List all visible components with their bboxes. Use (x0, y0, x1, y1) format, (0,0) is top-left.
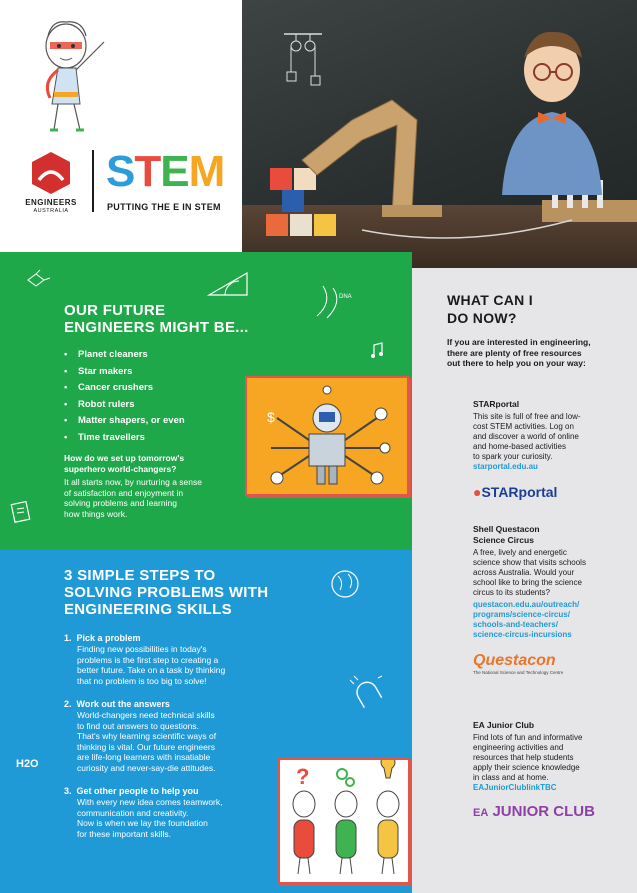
starportal-logo-text: STARportal (481, 483, 558, 500)
robot-drawing (247, 378, 407, 494)
resource-body-line: resources that help students (473, 752, 574, 762)
stick-figures-drawing (280, 760, 408, 882)
intro-line: there are plenty of free resources (447, 347, 582, 358)
resource-body-line: apply their science knowledge (473, 762, 580, 772)
satellite-doodle-icon (26, 268, 52, 290)
link-line[interactable]: questacon.edu.au/outreach/ (473, 600, 580, 609)
globe-doodle-icon (328, 568, 362, 600)
step-number: 3. (64, 786, 72, 796)
resource-body-line: and home-based activities (473, 441, 566, 451)
step-title: Pick a problem (76, 633, 141, 643)
svg-text:$: $ (267, 409, 275, 425)
future-engineers-section (0, 252, 412, 550)
protractor-doodle-icon (205, 267, 251, 299)
resource-body-line: cost STEM activities. Log on (473, 421, 574, 431)
robot-illustration (245, 376, 409, 496)
resource-body-line: science show that visits schools (473, 558, 586, 567)
step-number: 1. (64, 633, 72, 643)
step-body-line: Now is when we lay the foundation (77, 818, 208, 828)
resource-body-line: in class and at home. (473, 772, 549, 782)
answer-line: It all starts now, by nurturing a sense (64, 477, 202, 487)
question-line-1: How do we set up tomorrow's (64, 453, 185, 463)
heading-line-1: OUR FUTURE (64, 302, 166, 319)
step-title: Get other people to help you (76, 786, 199, 796)
ea-junior-club-logo-text: JUNIOR CLUB (492, 802, 595, 820)
answer-line: solving problems and learning (64, 498, 177, 508)
photo-scene (242, 0, 637, 268)
resource-title: EA Junior Club (473, 720, 535, 730)
list-item: • Robot rulers (64, 397, 185, 414)
stick-figures-illustration (278, 758, 410, 884)
stem-letter-s: S (106, 147, 135, 196)
heading-line-3: ENGINEERING SKILLS (64, 601, 232, 618)
resource-title: STARportal (473, 399, 520, 409)
three-steps-section (0, 550, 412, 893)
h2o-doodle: H2O (16, 758, 39, 770)
svg-text:?: ? (296, 764, 310, 789)
link-line[interactable]: schools-and-teachers/ (473, 620, 558, 629)
stem-tagline: PUTTING THE E IN STEM (107, 202, 221, 212)
superhero-sketch-illustration (30, 12, 110, 137)
answer-text (64, 477, 202, 519)
book-doodle-icon (10, 500, 32, 524)
dna-doodle-icon (313, 282, 353, 320)
link-line[interactable]: programs/science-circus/ (473, 610, 570, 619)
heading-line-1: WHAT CAN I (447, 292, 533, 308)
step-body-line: are life-long learners with insatiable (77, 752, 211, 762)
resource-body-line: across Australia. Would your (473, 568, 575, 577)
resource-ea-junior-club (473, 720, 595, 820)
heading-line-2: ENGINEERS MIGHT BE... (64, 319, 249, 336)
logo-divider (92, 150, 94, 212)
stem-logo (106, 147, 225, 196)
stem-letter-e: E (160, 147, 189, 196)
step-1 (64, 633, 274, 686)
resource-questacon (473, 524, 586, 675)
intro-line: If you are interested in engineering, (447, 337, 591, 347)
future-engineers-list (64, 347, 185, 446)
step-body-line: for these important skills. (77, 828, 172, 839)
resource-title: Shell Questacon (473, 524, 540, 534)
what-can-i-do-heading (447, 291, 533, 327)
question-text (64, 453, 184, 474)
questacon-logo-text: Questacon (473, 652, 556, 669)
music-note-doodle-icon (370, 342, 384, 358)
header-left-panel (0, 0, 242, 252)
questacon-logo-sub: The National Science and Technology Centre (473, 670, 564, 675)
resource-body-line: school like to bring the science (473, 578, 582, 587)
three-steps-heading (64, 567, 268, 618)
what-can-i-do-column (412, 268, 637, 893)
questacon-logo (473, 652, 586, 675)
step-2 (64, 699, 274, 773)
resource-body-line: and discover a world of online (473, 431, 579, 441)
ea-junior-club-link[interactable]: EAJuniorClublinkTBC (473, 782, 557, 792)
step-body-line: communication and creativity. (77, 807, 189, 818)
step-body-line: thinking is vital. Our future engineers (77, 741, 215, 752)
resource-body-line: Find lots of fun and informative (473, 732, 583, 742)
step-body-line: curiosity and never-say-die attitudes. (77, 762, 216, 773)
resource-body-line: to spark your curiosity. (473, 451, 553, 461)
link-line[interactable]: science-circus-incursions (473, 630, 572, 639)
intro-line: out there to help you on your way: (447, 358, 586, 368)
resource-body-line: A free, lively and energetic (473, 548, 567, 557)
resource-body-line: circus to its students? (473, 588, 550, 597)
step-body-line: to find out answers to questions. (77, 720, 199, 731)
heading-line-2: DO NOW? (447, 310, 517, 326)
intro-text (447, 337, 591, 369)
svg-text:DNA: DNA (339, 294, 352, 300)
step-3 (64, 786, 274, 839)
resource-starportal (473, 399, 581, 500)
list-item: • Matter shapers, or even (64, 413, 185, 430)
step-body-line: Finding new possibilities in today's (77, 644, 207, 654)
step-body-line: With every new idea comes teamwork, (77, 797, 223, 807)
step-number: 2. (64, 699, 72, 709)
resource-title: Science Circus (473, 534, 534, 545)
stem-letter-t: T (134, 147, 161, 196)
ea-junior-club-logo (473, 803, 595, 820)
magnet-doodle-icon (348, 674, 388, 714)
step-body-line: that no problem is too big to solve! (77, 675, 207, 686)
answer-line: of satisfaction and enjoyment in (64, 487, 184, 498)
heading-line-1: 3 SIMPLE STEPS TO (64, 567, 216, 584)
ea-junior-club-logo-prefix: EA (473, 806, 489, 819)
list-item: • Star makers (64, 364, 185, 381)
resource-body-line: This site is full of free and low- (473, 411, 581, 421)
step-body-line: problems is the first step to creating a (77, 654, 219, 665)
starportal-link[interactable]: starportal.edu.au (473, 461, 538, 471)
future-engineers-heading (64, 302, 249, 336)
list-item: • Cancer crushers (64, 380, 185, 397)
question-line-2: superhero world-changers? (64, 463, 177, 474)
list-item: • Planet cleaners (64, 347, 185, 364)
questacon-link[interactable] (473, 600, 586, 640)
step-title: Work out the answers (76, 699, 170, 709)
list-item: • Time travellers (64, 430, 185, 447)
engineers-australia-logo-icon (30, 150, 72, 196)
resource-body-line: engineering activities and (473, 742, 564, 752)
step-body-line: That's why learning scientific ways of (77, 731, 217, 741)
heading-line-2: SOLVING PROBLEMS WITH (64, 584, 269, 601)
ea-logo-sub: AUSTRALIA (33, 208, 69, 214)
starportal-logo: ●STARportal (473, 483, 558, 500)
stem-letter-m: M (188, 147, 225, 196)
answer-line: how things work. (64, 508, 128, 519)
step-body-line: World-changers need technical skills (77, 710, 215, 720)
ea-logo-name: ENGINEERS (25, 198, 77, 207)
step-body-line: better future. Take on a task by thinking (77, 665, 226, 675)
